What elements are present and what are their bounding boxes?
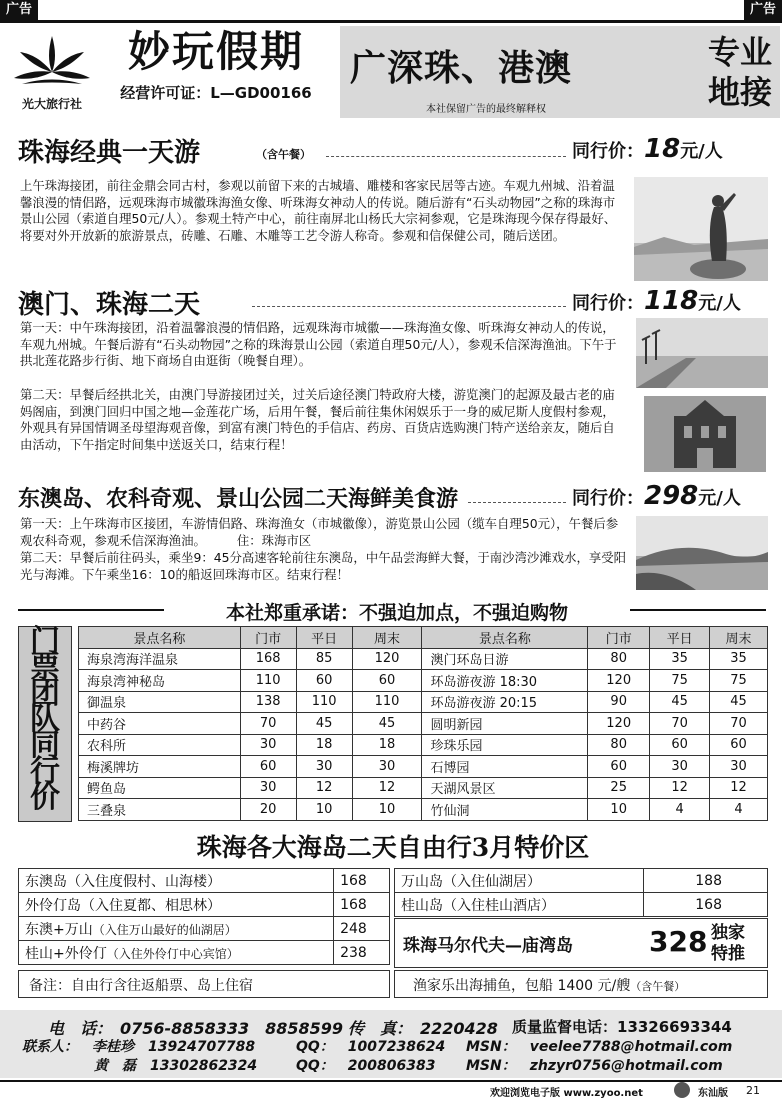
- table-row: [79, 734, 768, 756]
- price-cell: 10: [352, 799, 422, 821]
- price-unit: 元/人: [698, 488, 741, 509]
- table-row: [79, 756, 768, 778]
- agency-name: 光大旅行社: [21, 97, 82, 111]
- price-cell: 90: [588, 691, 650, 713]
- qq-2: QQ： 200806383: [296, 1058, 436, 1074]
- price-cell: 30: [650, 756, 710, 778]
- maldives-text: 珠海马尔代夫—庙湾岛: [403, 936, 573, 956]
- price-cell: 12: [352, 777, 422, 799]
- attraction-name: 天湖风景区: [422, 777, 588, 799]
- island-row: [395, 869, 768, 893]
- table-row: [79, 713, 768, 735]
- price-cell: 20: [240, 799, 296, 821]
- phone: 电 话： 0756-8858333 8858599: [48, 1019, 344, 1038]
- island-table-left: [18, 868, 390, 965]
- price-cell: 35: [710, 648, 768, 670]
- attraction-name: 竹仙洞: [422, 799, 588, 821]
- price-cell: 60: [352, 670, 422, 692]
- banner-side: [708, 32, 772, 112]
- tour2-price: [572, 286, 741, 316]
- island-name-text: 外伶仃岛（入住夏都、相思林）: [25, 897, 221, 914]
- price-cell: 60: [240, 756, 296, 778]
- price-label: 同行价：: [572, 141, 644, 162]
- island-name: 桂山岛（入住桂山酒店）: [395, 893, 644, 917]
- island-name: [19, 893, 334, 917]
- attraction-name: 石博园: [422, 756, 588, 778]
- price-cell: 110: [240, 670, 296, 692]
- island-price: 238: [334, 941, 390, 965]
- price-cell: 12: [710, 777, 768, 799]
- msn-2: MSN： zhzyr0756@hotmail.com: [466, 1058, 723, 1074]
- island-name: [19, 917, 334, 941]
- price-cell: 12: [650, 777, 710, 799]
- price-cell: 门市: [588, 627, 650, 649]
- edition-icon: [674, 1082, 690, 1098]
- island-name: [19, 869, 334, 893]
- price-cell: 80: [588, 648, 650, 670]
- price-cell: 70: [710, 713, 768, 735]
- price-cell: 18: [296, 734, 352, 756]
- tour3-dash: [468, 502, 566, 503]
- attraction-name: 梅溪牌坊: [79, 756, 241, 778]
- price-cell: 30: [710, 756, 768, 778]
- price-cell: 75: [650, 670, 710, 692]
- attraction-name: 御温泉: [79, 691, 241, 713]
- price-cell: 4: [650, 799, 710, 821]
- price-cell: 10: [296, 799, 352, 821]
- tour2-title: 澳门、珠海二天: [18, 290, 201, 320]
- banner-side-line1: 专业: [707, 33, 772, 71]
- tour1-text: 上午珠海接团，前往金鼎会同古村，参观以前留下来的古城墙、雕楼和客家民居等古迹。车观九州城、沿着温馨浪漫的情侣路，远观珠海市城徽珠海渔女像、听珠海女神动人的传说。随后游有“石头动物园”之称的珠海市景山公园（索道自理50元/人）。参观土特产中心，前往南屏北山杨氏大宗祠参观，它是珠海现今保存得最好、将要对外开放新的旅游景点，砖雕、石雕、木雕等工艺令游人称奇。参观和信保健公司，随后送团。: [20, 178, 617, 243]
- qq-1: QQ： 1007238624: [296, 1039, 446, 1055]
- price-cell: 45: [296, 713, 352, 735]
- price-cell: 110: [352, 691, 422, 713]
- price-cell: 60: [710, 734, 768, 756]
- attraction-name: 景点名称: [422, 627, 588, 649]
- table-row: [79, 777, 768, 799]
- ad-tag-left: 广告: [0, 0, 38, 20]
- price-cell: 120: [352, 648, 422, 670]
- contact-2: 黄 磊 13302862324: [94, 1058, 258, 1074]
- ad-tag-right: 广告: [744, 0, 782, 20]
- island-title: 珠海各大海岛二天自由行3月特价区: [196, 833, 590, 862]
- tour2-day1: 第一天：中午珠海接团，沿着温馨浪漫的情侣路，远观珠海市城徽——珠海渔女像、听珠海女神动人的传说，车观九州城。午餐后游有“石头动物园”之称的珠海景山公园（索道自理50元/人），参观禾信深海渔油。下午于拱北莲花路步行街、地下商场自由逛街（晚餐自理）。: [20, 320, 617, 368]
- island-price: 168: [644, 893, 768, 917]
- price-cell: 18: [352, 734, 422, 756]
- agency-logo: [8, 26, 96, 114]
- maldives-tag: [711, 923, 745, 965]
- island-name-text: 东澳+万山: [25, 921, 93, 938]
- island-row: [19, 893, 390, 917]
- price-cell: 平日: [650, 627, 710, 649]
- attraction-name: 农科所: [79, 734, 241, 756]
- island-price: 188: [644, 869, 768, 893]
- ticket-label: [18, 626, 72, 822]
- price-cell: 85: [296, 648, 352, 670]
- tour1-dash: [326, 156, 566, 157]
- attraction-name: 三叠泉: [79, 799, 241, 821]
- island-row: [395, 893, 768, 917]
- island-row: [19, 869, 390, 893]
- tour3-day2: 第二天：早餐后前往码头，乘坐9：45分高速客轮前往东澳岛，中午品尝海鲜大餐，于南沙湾沙滩戏水，享受阳光与海滩。下午乘坐16：10的船返回珠海市区。结束行程！: [20, 550, 627, 582]
- license-number: 经营许可证：L—GD00166: [120, 84, 312, 102]
- table-row: [79, 799, 768, 821]
- price-cell: 周末: [710, 627, 768, 649]
- price-unit: 元/人: [680, 141, 723, 162]
- attraction-name: 环岛游夜游 18:30: [422, 670, 588, 692]
- lotus-logo-icon: [8, 26, 96, 90]
- price-cell: 30: [352, 756, 422, 778]
- banner-note: 本社保留广告的最终解释权: [426, 104, 546, 115]
- table-row: [79, 670, 768, 692]
- price-cell: 45: [352, 713, 422, 735]
- attraction-name: 珍珠乐园: [422, 734, 588, 756]
- attraction-name: 鳄鱼岛: [79, 777, 241, 799]
- island-price: 248: [334, 917, 390, 941]
- price-cell: 75: [710, 670, 768, 692]
- attraction-name: 圆明新园: [422, 713, 588, 735]
- tour1-sub: （含午餐）: [256, 148, 311, 161]
- price-cell: 120: [588, 713, 650, 735]
- macau-ruins-photo: [644, 396, 766, 472]
- maldives-tag-2: 特推: [711, 944, 745, 964]
- tour3-price: [572, 481, 741, 511]
- footer-edition: 东汕版: [698, 1088, 728, 1099]
- price-cell: 35: [650, 648, 710, 670]
- price-cell: 120: [588, 670, 650, 692]
- attraction-name: 景点名称: [79, 627, 241, 649]
- price-cell: 25: [588, 777, 650, 799]
- price-cell: 30: [240, 777, 296, 799]
- price-cell: 平日: [296, 627, 352, 649]
- attraction-name: 澳门环岛日游: [422, 648, 588, 670]
- tour3-day1: 第一天：上午珠海市区接团，车游情侣路、珠海渔女（市城徽像），游览景山公园（缆车自理50元），午餐后参观农科奇观，参观禾信深海渔油。 住：珠海市区: [20, 516, 619, 548]
- island-price: 168: [334, 893, 390, 917]
- fax: 传 真： 2220428: [348, 1019, 498, 1038]
- quality-phone: 质量监督电话：13326693344: [512, 1018, 732, 1036]
- fishing: [394, 970, 768, 998]
- price-cell: 30: [296, 756, 352, 778]
- island-row: [19, 941, 390, 965]
- price-label: 同行价：: [572, 293, 644, 314]
- brand-block: [100, 26, 332, 103]
- maldives-box: [394, 918, 768, 968]
- price-cell: 4: [710, 799, 768, 821]
- remark: 备注：自由行含往返船票、岛上住宿: [18, 970, 390, 998]
- tour2-dash: [252, 306, 566, 307]
- price-cell: 12: [296, 777, 352, 799]
- header-divider: [0, 20, 782, 23]
- banner-main: 广深珠、港澳: [350, 47, 573, 89]
- island-name-text: 东澳岛（入住度假村、山海楼）: [25, 873, 221, 890]
- price-cell: 60: [650, 734, 710, 756]
- island-name: 万山岛（入住仙湖居）: [395, 869, 644, 893]
- island-name-text: 桂山+外伶仃: [25, 945, 107, 962]
- maldives-price: 328: [649, 925, 708, 958]
- tour1-title: 珠海经典一天游: [18, 138, 201, 168]
- footer-rule: [0, 1080, 782, 1082]
- island-note: （入住万山最好的仙湖居）: [92, 922, 237, 937]
- island-photo: [636, 516, 768, 590]
- price-cell: 门市: [240, 627, 296, 649]
- contact-1: 联系人： 李桂珍 13924707788: [22, 1039, 256, 1055]
- price-value: 118: [644, 286, 699, 316]
- price-value: 18: [644, 134, 681, 164]
- price-label: 同行价：: [572, 488, 644, 509]
- table-row: [79, 648, 768, 670]
- promise-text: 本社郑重承诺：不强迫加点，不强迫购物: [225, 602, 568, 624]
- maldives-tag-1: 独家: [711, 923, 745, 943]
- fisher-girl-photo: [634, 177, 768, 281]
- tour1-price: [572, 134, 723, 164]
- price-cell: 168: [240, 648, 296, 670]
- island-price: 168: [334, 869, 390, 893]
- attraction-name: 中药谷: [79, 713, 241, 735]
- fishing-text: 渔家乐出海捕鱼，包船 1400 元/艘: [413, 978, 631, 994]
- tour2-day2: 第二天：早餐后经拱北关，由澳门导游接团过关，过关后途径澳门特政府大楼，游览澳门的起源及最古老的庙妈阁庙，到澳门回归中国之地—金莲花广场，后用午餐，餐后前往集休闲娱乐于一身的威尼斯人度假村参观，外观具有异国情调圣母望海观音像，到富有澳门特色的手信店、药房、百货店选购澳门特产送给亲友，随后自由活动，下午指定时间集中送返关口，结束行程！: [20, 387, 615, 452]
- price-cell: 45: [710, 691, 768, 713]
- attraction-name: 海泉湾海洋温泉: [79, 648, 241, 670]
- price-cell: 60: [588, 756, 650, 778]
- price-cell: 周末: [352, 627, 422, 649]
- promise-rule-right: [630, 609, 766, 611]
- price-cell: 60: [296, 670, 352, 692]
- footer-site: 欢迎浏览电子版 www.zyoo.net: [490, 1088, 643, 1099]
- promise-rule-left: [18, 609, 164, 611]
- footer-page: 21: [746, 1084, 760, 1097]
- fishing-sub: （含午餐）: [630, 980, 686, 993]
- price-cell: 138: [240, 691, 296, 713]
- island-table-right: [394, 868, 768, 917]
- price-cell: 10: [588, 799, 650, 821]
- price-value: 298: [644, 481, 699, 511]
- price-cell: 70: [240, 713, 296, 735]
- price-cell: 30: [240, 734, 296, 756]
- island-name: [19, 941, 334, 965]
- attraction-name: 海泉湾神秘岛: [79, 670, 241, 692]
- island-row: [19, 917, 390, 941]
- ticket-table: [78, 626, 768, 821]
- msn-1: MSN： veelee7788@hotmail.com: [466, 1039, 733, 1055]
- coast-road-photo: [636, 318, 768, 388]
- banner-side-line2: 地接: [707, 73, 772, 111]
- price-cell: 110: [296, 691, 352, 713]
- island-note: （入住外伶仃中心宾馆）: [106, 946, 239, 961]
- banner: [340, 26, 780, 118]
- tour3-title: 东澳岛、农科奇观、景山公园二天海鲜美食游: [18, 486, 459, 512]
- price-cell: 45: [650, 691, 710, 713]
- price-cell: 70: [650, 713, 710, 735]
- table-row: [79, 691, 768, 713]
- ticket-label-text: 门票团队同行价: [30, 624, 60, 815]
- brand-title: 妙玩假期: [127, 27, 304, 76]
- price-unit: 元/人: [698, 293, 741, 314]
- price-cell: 80: [588, 734, 650, 756]
- attraction-name: 环岛游夜游 20:15: [422, 691, 588, 713]
- ticket-header-row: [79, 627, 768, 649]
